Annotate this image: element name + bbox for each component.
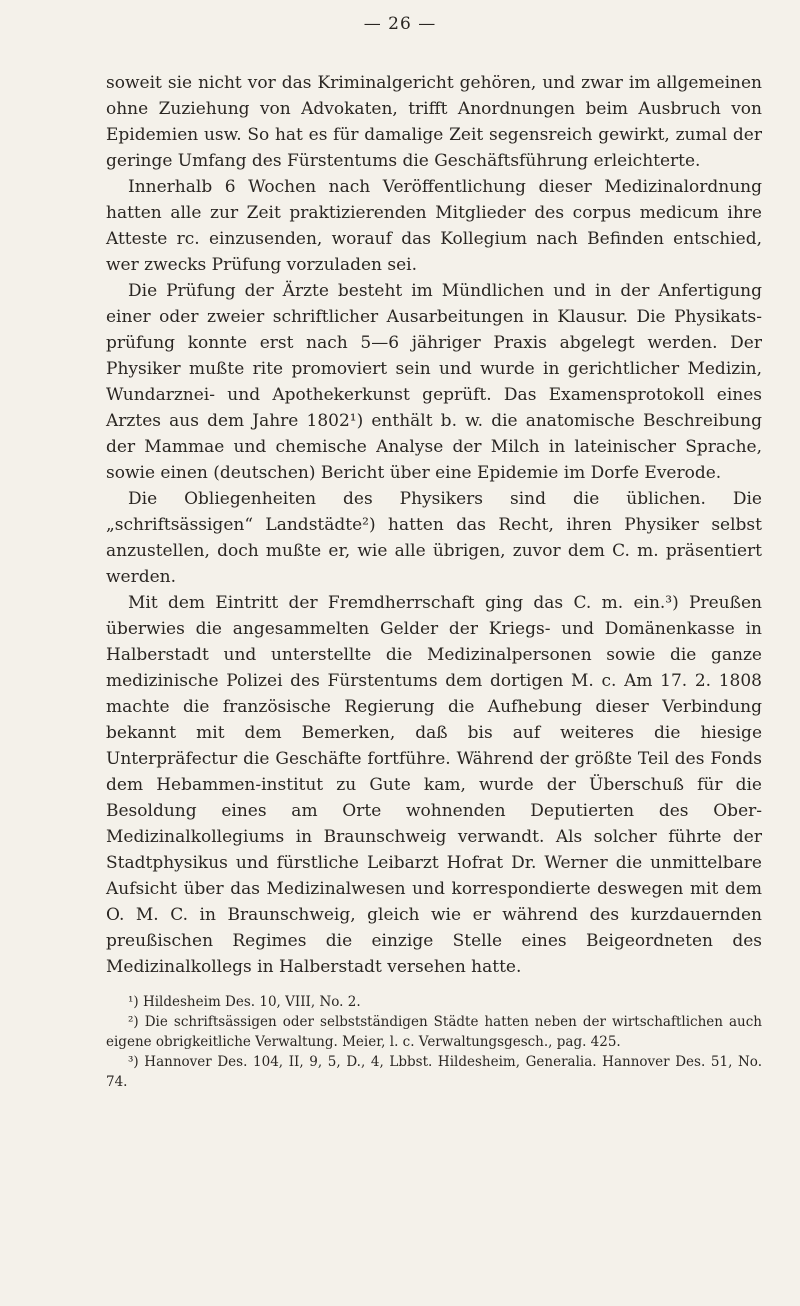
- footnotes: [106, 992, 762, 1092]
- page-number: — 26 —: [363, 14, 437, 34]
- main-text: [106, 70, 762, 980]
- paragraph: Mit dem Eintritt der Fremdherrschaft ging das C. m. ein.³) Preußen überwies die angesammelten Gelder der Kriegs- und Domänenkasse in Halberstadt und unterstellte die Medizinalpersonen sowie die ganze medizinische Polizei des Fürstentums dem dortigen M. c. Am 17. 2. 1808 machte die französische Regierung die Aufhebung dieser Verbindung bekannt mit dem Bemerken, daß bis auf weiteres die hiesige Unterpräfectur die Geschäfte fortführe. Während der größte Teil des Fonds dem Hebammen-institut zu Gute kam, wurde der Überschuß für die Besoldung eines am Orte wohnenden Deputierten des Ober-Medizinalkollegiums in Braunschweig verwandt. Als solcher führte der Stadtphysikus und fürstliche Leibarzt Hofrat Dr. Werner die unmittelbare Aufsicht über das Medizinalwesen und korrespondierte deswegen mit dem O. M. C. in Braunschweig, gleich wie er während des kurzdauernden preußischen Regimes die einzige Stelle eines Beigeordneten des Medizinalkollegs in Halberstadt versehen hatte.: [106, 593, 762, 977]
- paragraph: Die Obliegenheiten des Physikers sind die üblichen. Die „schriftsässigen“ Landstädte²) hatten das Recht, ihren Physiker selbst anzustellen, doch mußte er, wie alle übrigen, zuvor dem C. m. präsentiert werden.: [106, 489, 762, 587]
- paragraph: Die Prüfung der Ärzte besteht im Mündlichen und in der Anfertigung einer oder zweier schriftlicher Ausarbeitungen in Klausur. Die Physikats-prüfung konnte erst nach 5—6 jähriger Praxis abgelegt werden. Der Physiker mußte rite promoviert sein und wurde in gerichtlicher Medizin, Wundarznei- und Apothekerkunst geprüft. Das Examensprotokoll eines Arztes aus dem Jahre 1802¹) enthält b. w. die anatomische Beschreibung der Mammae und chemische Analyse der Milch in lateinischer Sprache, sowie einen (deutschen) Bericht über eine Epidemie im Dorfe Everode.: [106, 281, 762, 483]
- footnote: ³) Hannover Des. 104, II, 9, 5, D., 4, Lbbst. Hildesheim, Generalia. Hannover Des. 51, No. 74.: [106, 1054, 762, 1090]
- footnote: ²) Die schriftsässigen oder selbstständigen Städte hatten neben der wirtschaftlichen auch eigene obrigkeitliche Verwaltung. Meier, l. c. Verwaltungsgesch., pag. 425.: [106, 1014, 762, 1050]
- paragraph: soweit sie nicht vor das Kriminalgericht gehören, und zwar im allgemeinen ohne Zuziehung von Advokaten, trifft Anordnungen beim Ausbruch von Epidemien usw. So hat es für damalige Zeit segensreich gewirkt, zumal der geringe Umfang des Fürstentums die Geschäftsführung erleichterte.: [106, 73, 762, 171]
- footnote: ¹) Hildesheim Des. 10, VIII, No. 2.: [128, 994, 361, 1010]
- paragraph: Innerhalb 6 Wochen nach Veröffentlichung dieser Medizinalordnung hatten alle zur Zeit praktizierenden Mitglieder des corpus medicum ihre Atteste rc. einzusenden, worauf das Kollegium nach Befinden entschied, wer zwecks Prüfung vorzuladen sei.: [106, 177, 762, 275]
